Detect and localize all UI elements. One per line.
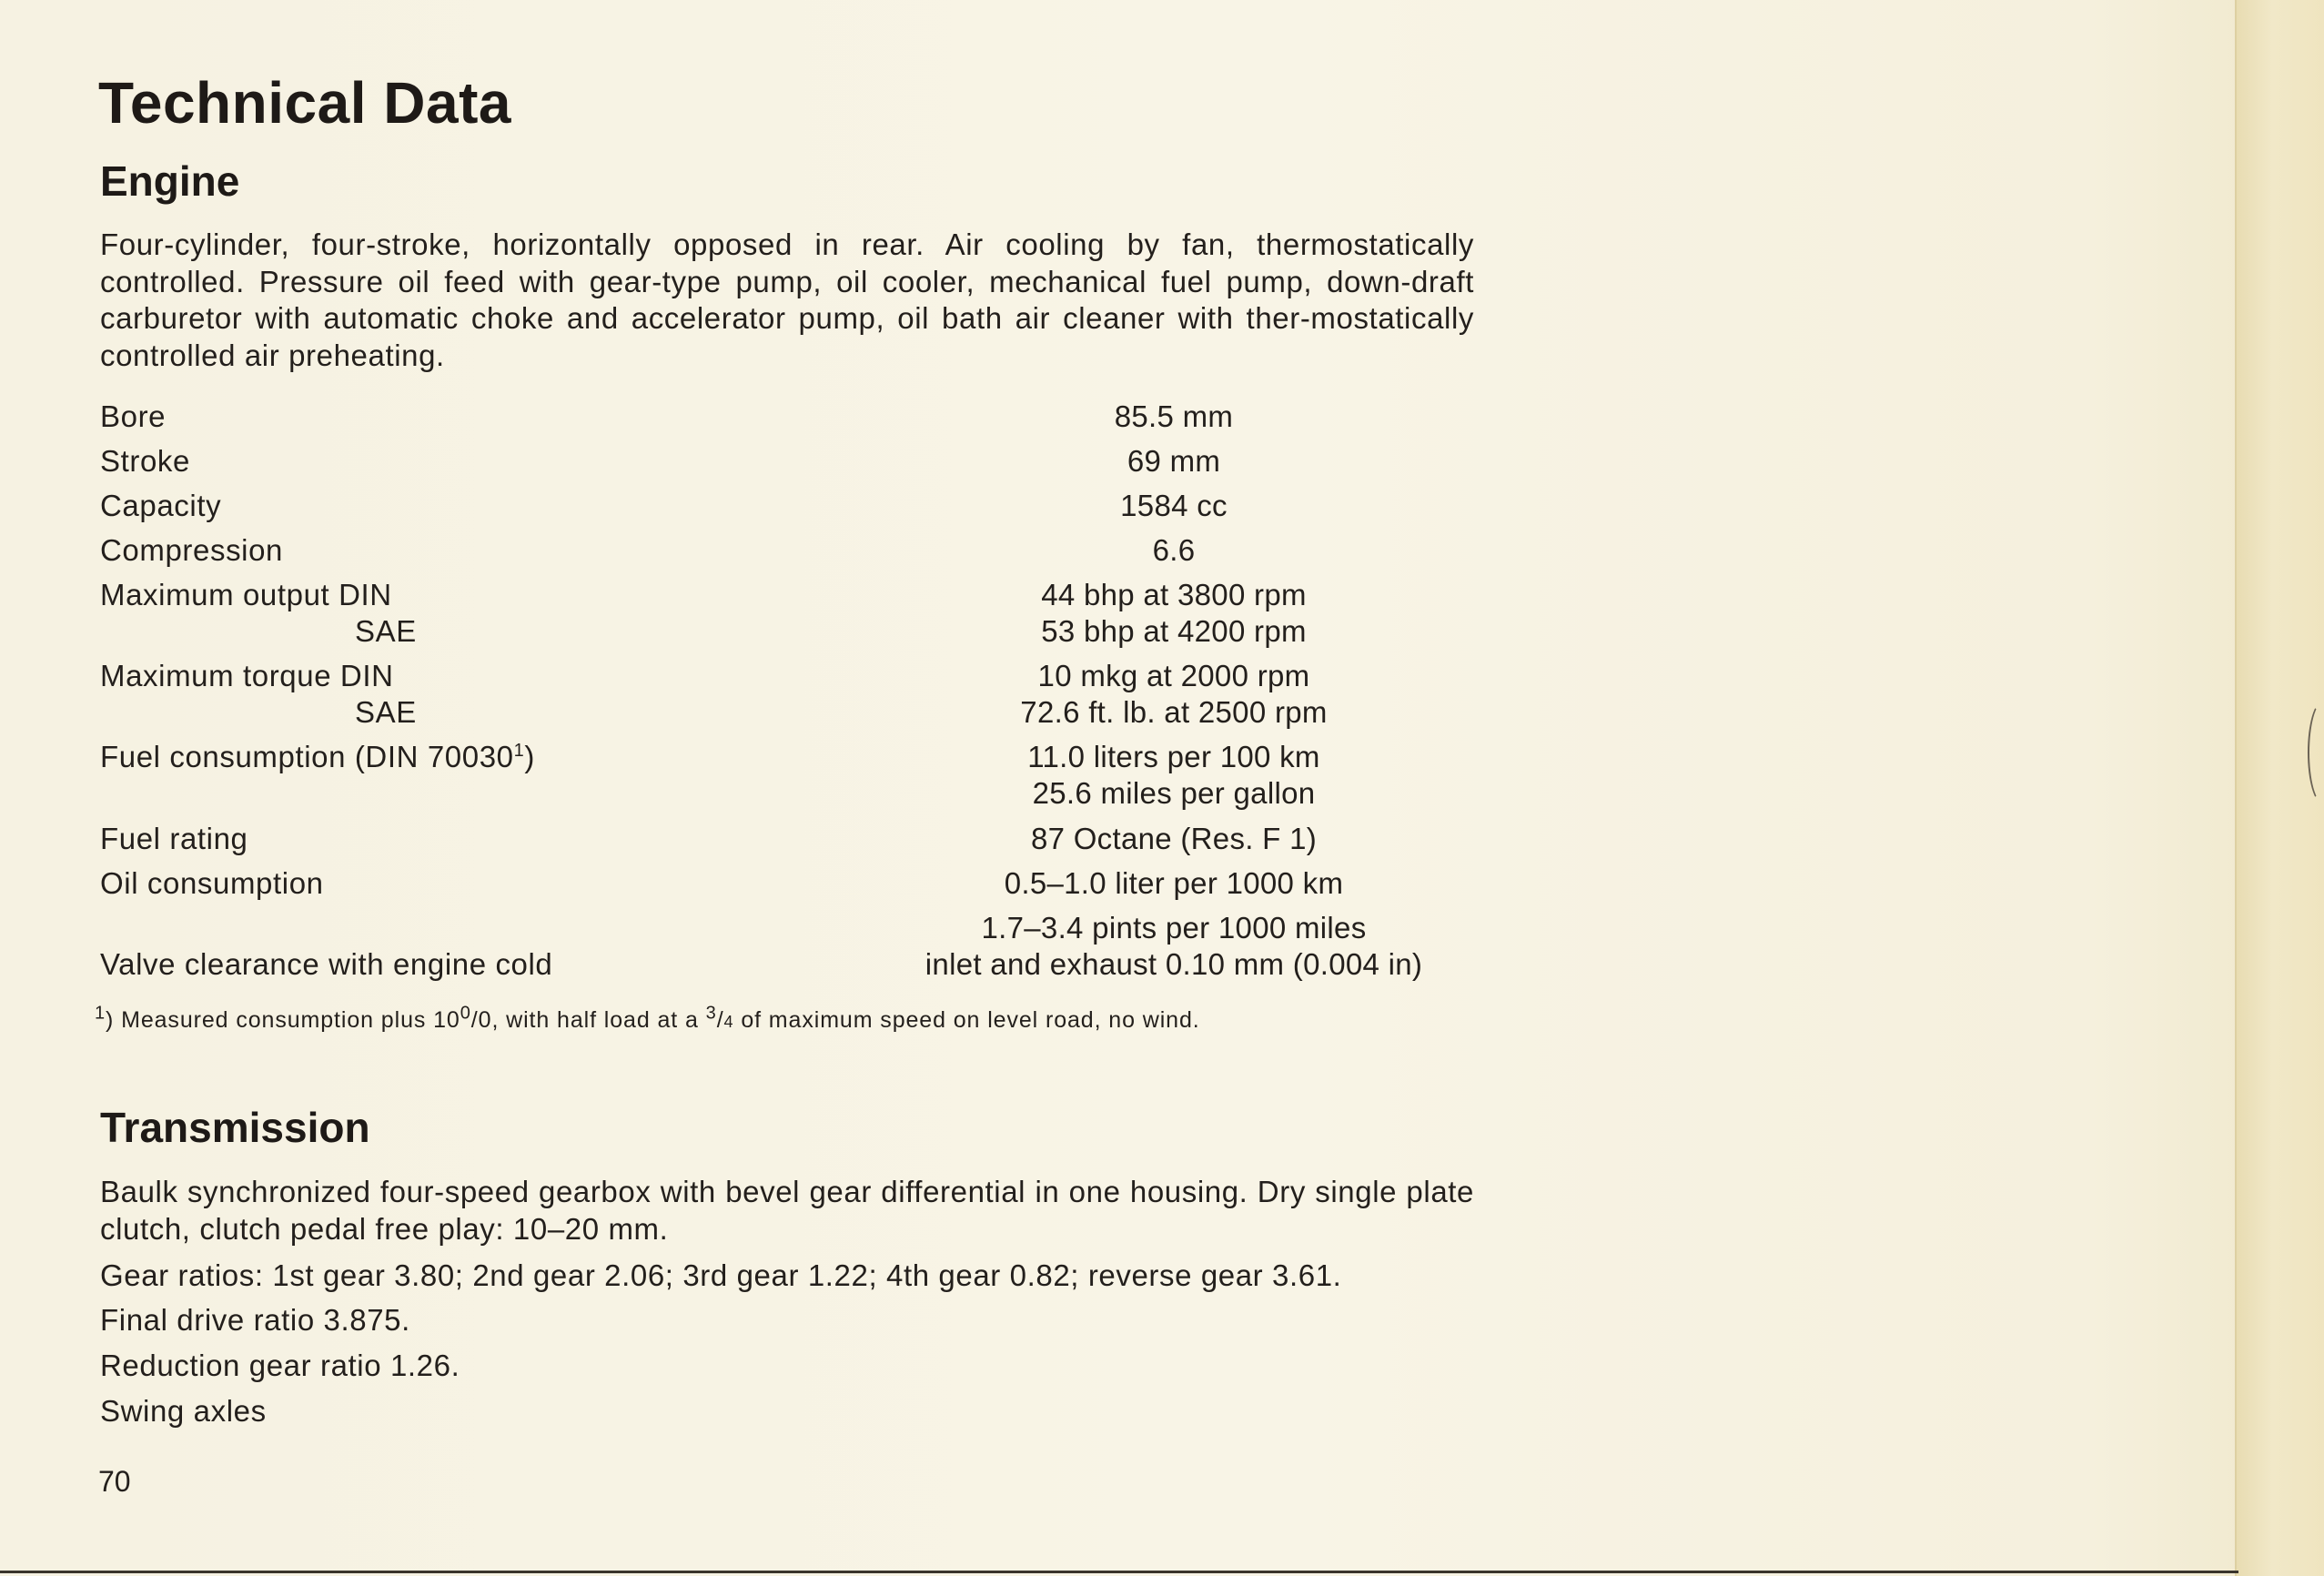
- footnote-percent-sub: 0: [478, 1007, 492, 1033]
- spec-value-bore: 85.5 mm: [1114, 399, 1234, 433]
- footnote-fraction-num: 3: [705, 1003, 717, 1024]
- spec-value-stroke: 69 mm: [1127, 444, 1221, 478]
- spec-value-max-output-din: 44 bhp at 3800 rpm: [1041, 578, 1307, 611]
- fuel-consumption-label-close: ): [524, 740, 535, 773]
- fuel-consumption-label-text: Fuel consumption (DIN 70030: [100, 740, 514, 773]
- spec-label-capacity: Capacity: [100, 489, 222, 522]
- footnote-percent-slash: /: [470, 1007, 479, 1033]
- spec-label-stroke: Stroke: [100, 444, 190, 478]
- spec-value-fuel-consumption-imperial: 25.6 miles per gallon: [1032, 776, 1316, 810]
- spec-label-valve-clearance: Valve clearance with engine cold: [100, 947, 553, 981]
- footnote-percent-sup: 0: [460, 1003, 471, 1024]
- footnote-text-a: ) Measured consumption plus 10: [106, 1007, 460, 1033]
- footnote-marker: 1: [95, 1003, 106, 1024]
- transmission-description: Baulk synchronized four-speed gearbox with bevel gear differential in one housing. Dry single plate clutch, clutch pedal free play: 10–20 mm.: [100, 1175, 1474, 1246]
- footnote-fraction-slash: /: [716, 1007, 724, 1033]
- spec-label-max-torque-sae: SAE: [355, 695, 417, 729]
- spec-value-fuel-rating: 87 Octane (Res. F 1): [1030, 822, 1318, 855]
- footnote-text-b: , with half load at a: [491, 1007, 706, 1033]
- spec-label-max-torque: Maximum torque DIN: [100, 659, 394, 692]
- footnote: [95, 1003, 1200, 1034]
- spec-value-oil-consumption-imperial: 1.7–3.4 pints per 1000 miles: [981, 911, 1367, 945]
- spec-value-fuel-consumption-metric: 11.0 liters per 100 km: [1027, 740, 1320, 773]
- spec-label-compression: Compression: [100, 533, 284, 567]
- spec-value-max-torque-sae: 72.6 ft. lb. at 2500 rpm: [1020, 695, 1328, 729]
- spec-label-bore: Bore: [100, 399, 167, 433]
- footnote-fraction-den: 4: [723, 1013, 734, 1031]
- engine-description: Four-cylinder, four-stroke, horizontally opposed in rear. Air cooling by fan, thermostatically controlled. Pressure oil feed with gear-type pump, oil cooler, mechanical fuel pump, down-draft carburetor with automatic choke and accelerator pump, oil bath air cleaner with ther-mostatically controlled air preheating.: [100, 227, 1474, 372]
- spec-label-fuel-consumption: [100, 740, 535, 774]
- spec-label-max-output: Maximum output DIN: [100, 578, 392, 611]
- spec-label-oil-consumption: Oil consumption: [100, 866, 324, 900]
- page-title: Technical Data: [98, 70, 511, 136]
- engine-heading: Engine: [100, 157, 240, 205]
- fuel-consumption-footnote-ref: 1: [513, 741, 525, 761]
- spec-value-oil-consumption-metric: 0.5–1.0 liter per 1000 km: [1004, 866, 1344, 900]
- spec-label-max-output-sae: SAE: [355, 614, 417, 648]
- spec-label-fuel-rating: Fuel rating: [100, 822, 248, 855]
- transmission-gear-ratios: Gear ratios: 1st gear 3.80; 2nd gear 2.06; 3rd gear 1.22; 4th gear 0.82; reverse gear 3.61.: [100, 1258, 1342, 1292]
- spec-value-capacity: 1584 cc: [1120, 489, 1228, 522]
- spec-value-valve-clearance: inlet and exhaust 0.10 mm (0.004 in): [925, 947, 1423, 981]
- transmission-final-drive: Final drive ratio 3.875.: [100, 1303, 410, 1337]
- spec-value-max-output-sae: 53 bhp at 4200 rpm: [1041, 614, 1307, 648]
- spec-value-max-torque-din: 10 mkg at 2000 rpm: [1037, 659, 1310, 692]
- footnote-text-c: of maximum speed on level road, no wind.: [733, 1007, 1200, 1033]
- page-number: 70: [98, 1465, 131, 1498]
- transmission-reduction-gear: Reduction gear ratio 1.26.: [100, 1349, 460, 1382]
- transmission-axles: Swing axles: [100, 1394, 267, 1428]
- transmission-heading: Transmission: [100, 1104, 370, 1151]
- next-page-edge: [2235, 0, 2324, 1576]
- page-bottom-edge: [0, 1571, 2238, 1573]
- spec-value-compression: 6.6: [1152, 533, 1196, 567]
